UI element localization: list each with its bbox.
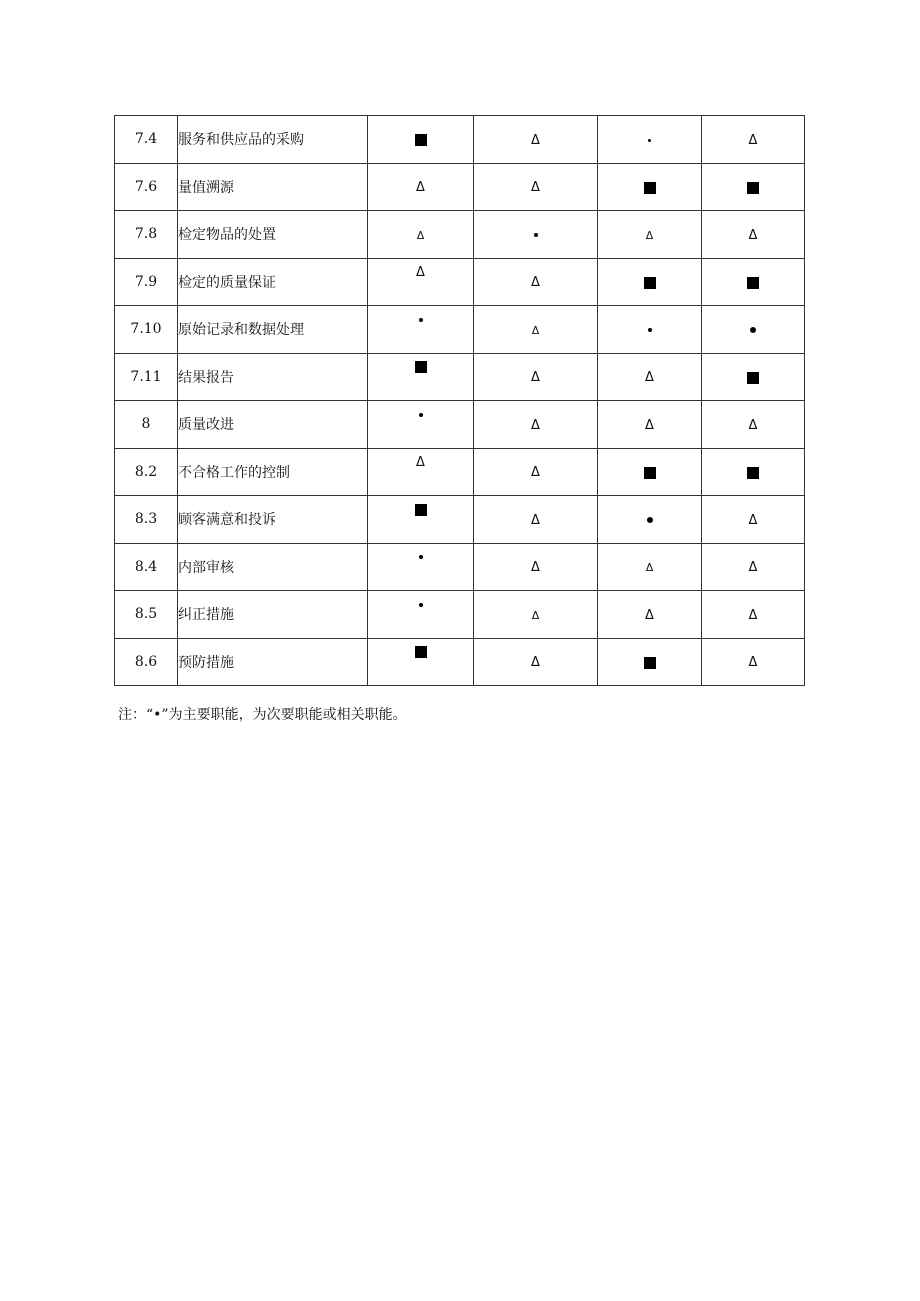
mark-cell	[598, 116, 702, 164]
mark-cell	[368, 211, 474, 259]
filled-square-icon	[644, 467, 656, 479]
clause-number: 8.2	[115, 448, 178, 496]
triangle-icon: Δ	[531, 180, 540, 196]
table-footnote: 注：“•”为主要职能，为次要职能或相关职能。	[118, 707, 407, 723]
table-row	[115, 638, 805, 686]
mark-cell	[474, 591, 598, 639]
triangle-icon: Δ	[645, 561, 654, 575]
triangle-icon: Δ	[416, 264, 425, 280]
table-row	[115, 448, 805, 496]
triangle-icon: Δ	[748, 132, 758, 148]
filled-square-icon	[747, 372, 759, 384]
triangle-icon: Δ	[645, 417, 654, 433]
clause-title: 结果报告	[178, 353, 368, 401]
mark-cell	[368, 306, 474, 354]
mark-cell	[474, 353, 598, 401]
responsibility-matrix-table	[114, 115, 805, 686]
filled-square-icon	[644, 277, 656, 289]
filled-square-icon	[415, 361, 427, 373]
mark-cell	[368, 448, 474, 496]
mark-cell	[702, 306, 805, 354]
clause-title: 预防措施	[178, 638, 368, 686]
mark-cell	[598, 163, 702, 211]
clause-number: 8.6	[115, 638, 178, 686]
mark-cell	[702, 448, 805, 496]
mark-cell	[474, 306, 598, 354]
mark-cell	[598, 353, 702, 401]
clause-title: 量值溯源	[178, 163, 368, 211]
filled-square-icon	[747, 182, 759, 194]
table-row	[115, 211, 805, 259]
triangle-icon: Δ	[645, 607, 654, 623]
triangle-icon: Δ	[416, 180, 425, 196]
mark-cell	[368, 401, 474, 449]
dot-icon	[419, 413, 423, 417]
table-row	[115, 496, 805, 544]
triangle-icon: Δ	[531, 370, 540, 386]
dot-icon	[419, 603, 423, 607]
table-row	[115, 353, 805, 401]
table-row	[115, 116, 805, 164]
table-row	[115, 543, 805, 591]
triangle-icon: Δ	[645, 228, 654, 242]
dot-icon	[648, 328, 652, 332]
mark-cell	[598, 401, 702, 449]
clause-title: 顾客满意和投诉	[178, 496, 368, 544]
clause-number: 7.11	[115, 353, 178, 401]
triangle-icon: Δ	[748, 607, 758, 623]
clause-number: 7.4	[115, 116, 178, 164]
mark-cell	[368, 163, 474, 211]
triangle-icon: Δ	[748, 227, 758, 243]
filled-square-icon	[415, 504, 427, 516]
triangle-icon: Δ	[531, 512, 540, 528]
mark-cell	[598, 258, 702, 306]
filled-square-icon	[747, 277, 759, 289]
clause-title: 质量改进	[178, 401, 368, 449]
mark-cell	[474, 258, 598, 306]
mark-cell	[474, 496, 598, 544]
mark-cell	[474, 116, 598, 164]
triangle-icon: Δ	[748, 560, 758, 576]
triangle-icon: Δ	[748, 512, 758, 528]
mark-cell	[702, 591, 805, 639]
mark-cell	[474, 543, 598, 591]
clause-number: 7.8	[115, 211, 178, 259]
mark-cell	[702, 353, 805, 401]
mark-cell	[368, 591, 474, 639]
clause-number: 8	[115, 401, 178, 449]
mark-cell	[598, 211, 702, 259]
clause-number: 7.9	[115, 258, 178, 306]
clause-title: 原始记录和数据处理	[178, 306, 368, 354]
table-row	[115, 258, 805, 306]
filled-square-icon	[644, 657, 656, 669]
clause-number: 7.10	[115, 306, 178, 354]
clause-title: 不合格工作的控制	[178, 448, 368, 496]
mark-cell	[368, 496, 474, 544]
clause-title: 内部审核	[178, 543, 368, 591]
dot-icon	[647, 517, 653, 523]
mark-cell	[598, 591, 702, 639]
mark-cell	[702, 211, 805, 259]
filled-square-icon	[644, 182, 656, 194]
triangle-icon: Δ	[531, 560, 540, 576]
mark-cell	[368, 543, 474, 591]
mark-cell	[368, 116, 474, 164]
mark-cell	[702, 638, 805, 686]
mark-cell	[702, 543, 805, 591]
clause-number: 8.3	[115, 496, 178, 544]
dot-icon	[419, 318, 423, 322]
clause-title: 服务和供应品的采购	[178, 116, 368, 164]
mark-cell	[702, 401, 805, 449]
triangle-icon: Δ	[748, 417, 758, 433]
triangle-icon: Δ	[531, 323, 540, 337]
mark-cell	[474, 448, 598, 496]
mark-cell	[598, 496, 702, 544]
mark-cell	[702, 163, 805, 211]
mark-cell	[702, 258, 805, 306]
triangle-icon: Δ	[416, 454, 425, 470]
clause-number: 8.4	[115, 543, 178, 591]
table-row	[115, 163, 805, 211]
mark-cell	[474, 401, 598, 449]
clause-title: 检定物品的处置	[178, 211, 368, 259]
filled-square-icon	[747, 467, 759, 479]
triangle-icon: Δ	[531, 417, 540, 433]
table-row	[115, 401, 805, 449]
triangle-icon: Δ	[645, 370, 654, 386]
table-row	[115, 306, 805, 354]
mark-cell	[368, 258, 474, 306]
mark-cell	[598, 306, 702, 354]
dot-icon	[648, 139, 651, 142]
triangle-icon: Δ	[416, 228, 425, 242]
triangle-icon: Δ	[531, 655, 540, 671]
clause-number: 8.5	[115, 591, 178, 639]
mark-cell	[598, 543, 702, 591]
mark-cell	[368, 638, 474, 686]
mark-cell	[474, 211, 598, 259]
triangle-icon: Δ	[531, 132, 540, 148]
mark-cell	[368, 353, 474, 401]
clause-title: 纠正措施	[178, 591, 368, 639]
mark-cell	[702, 116, 805, 164]
mark-cell	[702, 496, 805, 544]
mark-cell	[474, 163, 598, 211]
table-row	[115, 591, 805, 639]
clause-title: 检定的质量保证	[178, 258, 368, 306]
dot-icon	[750, 327, 756, 333]
dot-icon	[419, 555, 423, 559]
mark-cell	[598, 638, 702, 686]
filled-square-icon	[415, 646, 427, 658]
triangle-icon: Δ	[531, 608, 540, 622]
dot-icon	[534, 233, 538, 237]
mark-cell	[598, 448, 702, 496]
triangle-icon: Δ	[531, 465, 540, 481]
clause-number: 7.6	[115, 163, 178, 211]
triangle-icon: Δ	[531, 275, 540, 291]
filled-square-icon	[415, 134, 427, 146]
triangle-icon: Δ	[748, 655, 758, 671]
mark-cell	[474, 638, 598, 686]
